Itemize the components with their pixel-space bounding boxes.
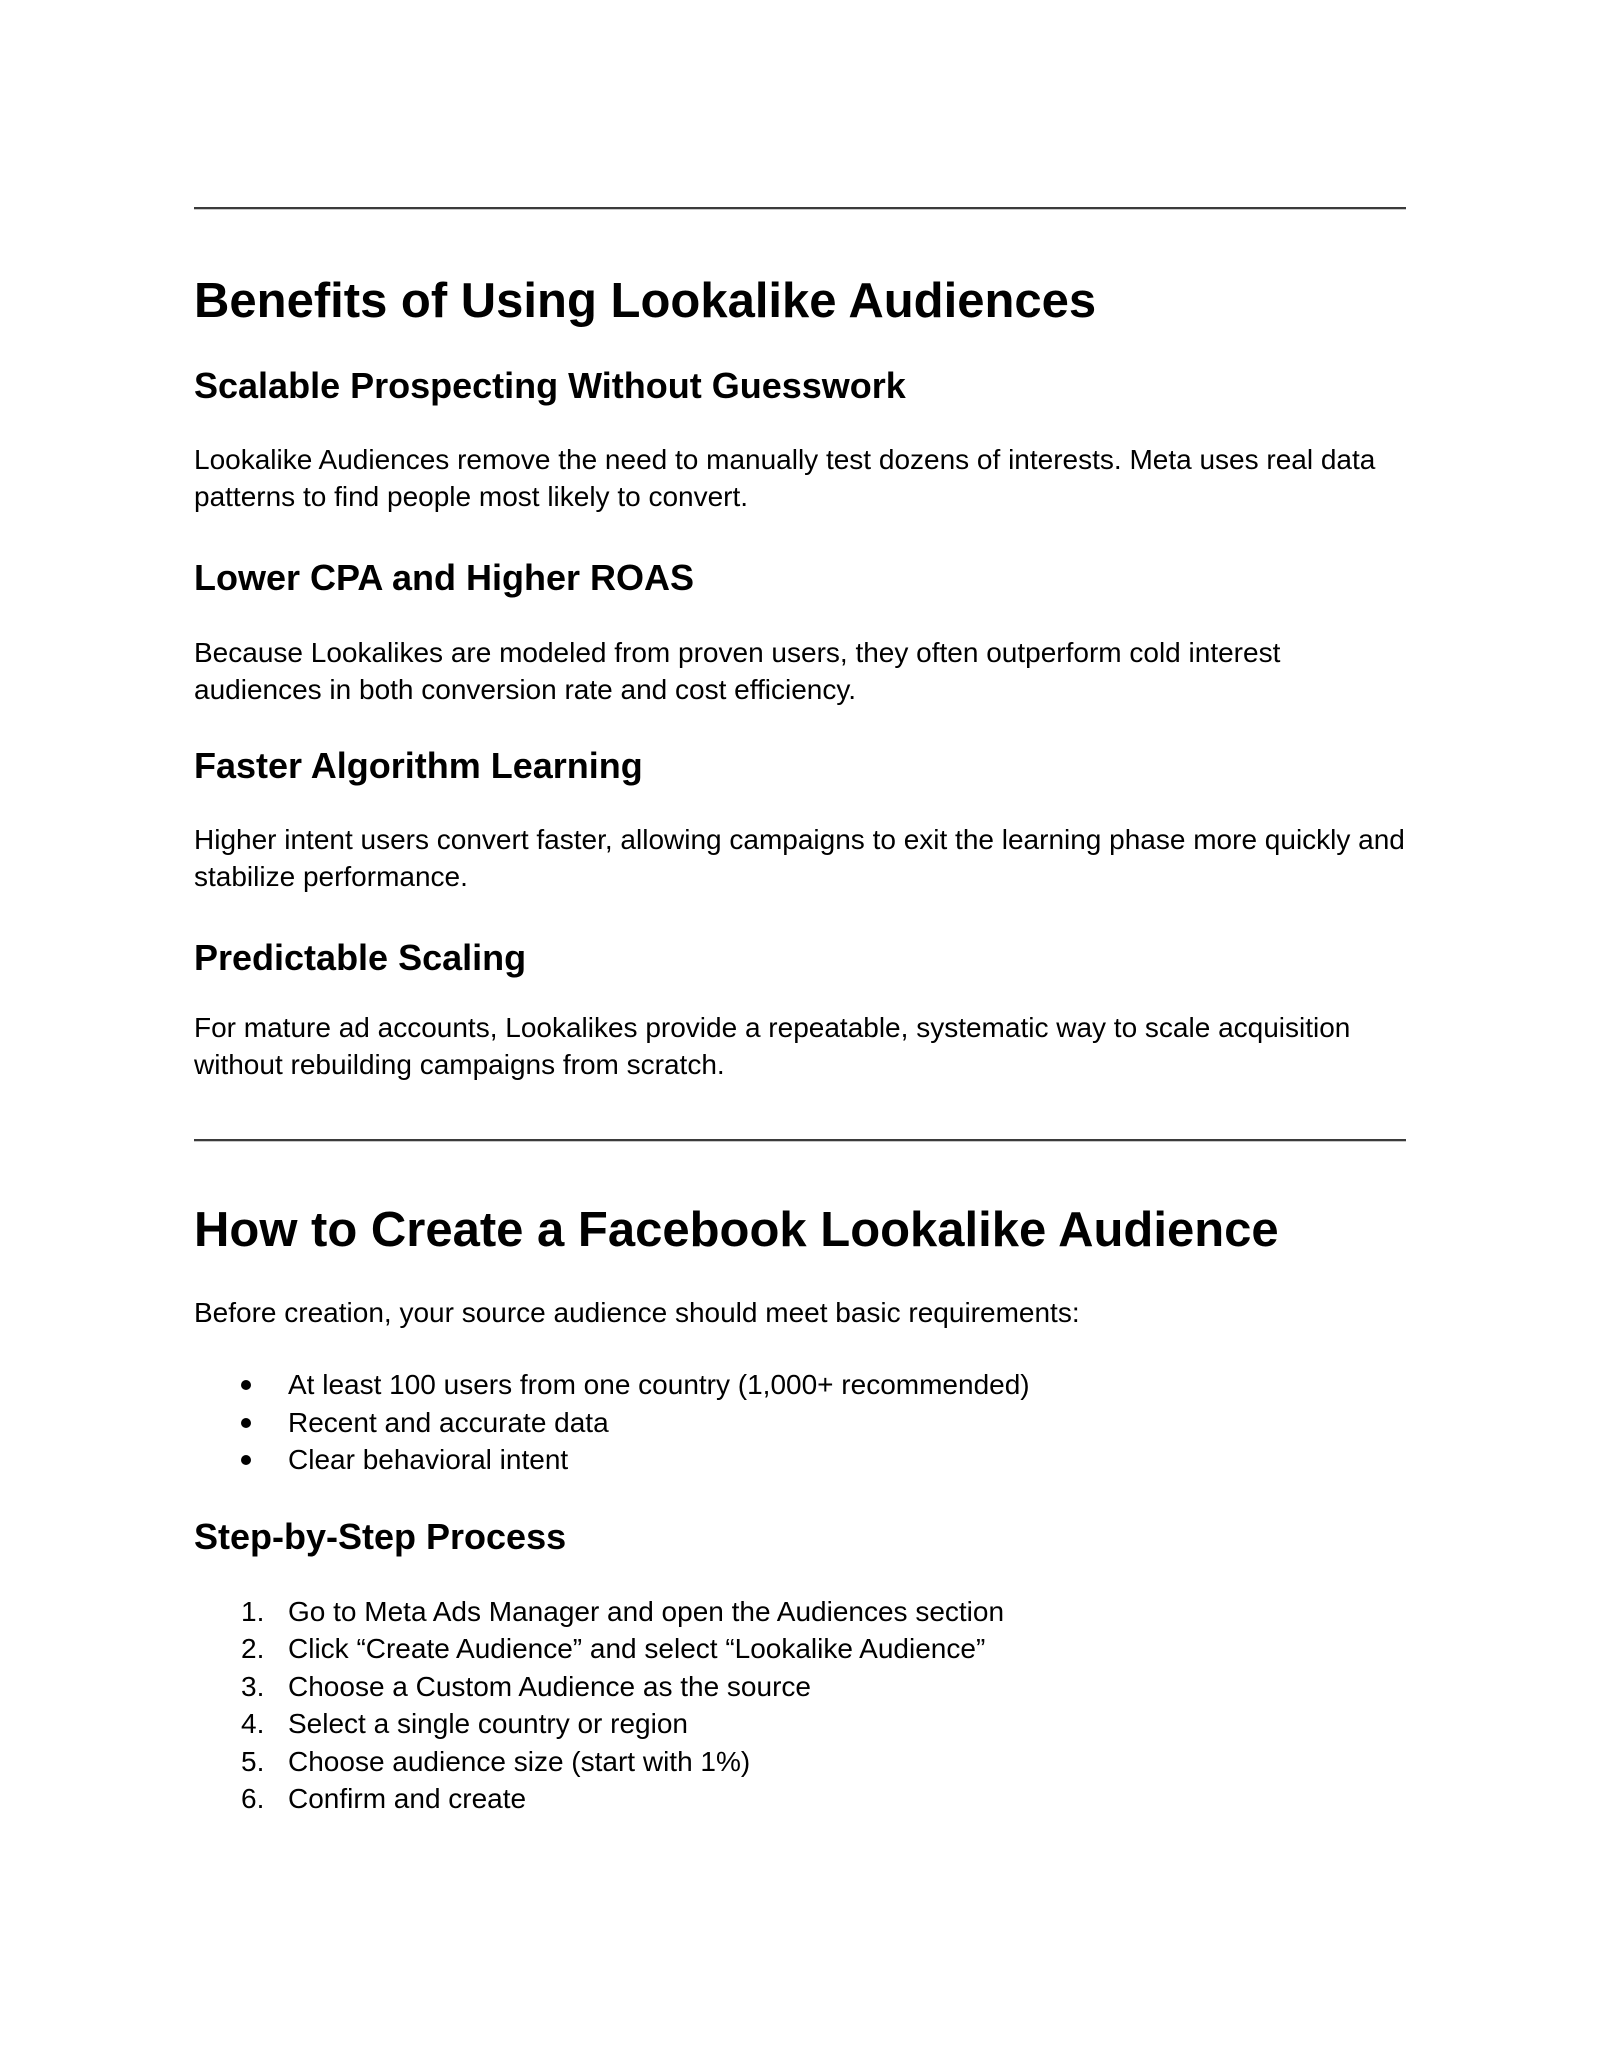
horizontal-rule-top bbox=[194, 207, 1406, 210]
step-text: Go to Meta Ads Manager and open the Audiences section bbox=[288, 1595, 1005, 1627]
horizontal-rule-middle bbox=[194, 1139, 1406, 1142]
steps-list bbox=[194, 1593, 1406, 1818]
list-item bbox=[194, 1780, 1406, 1818]
paragraph-faster-algorithm: Higher intent users convert faster, allowing campaigns to exit the learning phase more quickly and stabilize performance. bbox=[194, 824, 1405, 892]
bullet-icon bbox=[241, 1455, 251, 1465]
requirement-text: At least 100 users from one country (1,000+ recommended) bbox=[288, 1369, 1030, 1400]
list-item bbox=[194, 1743, 1406, 1781]
list-item bbox=[194, 1668, 1406, 1706]
step-number: 6. bbox=[241, 1783, 265, 1814]
step-number: 4. bbox=[241, 1708, 265, 1739]
list-item bbox=[194, 1441, 1406, 1479]
step-text: Select a single country or region bbox=[288, 1708, 688, 1739]
step-text: Choose a Custom Audience as the source bbox=[288, 1670, 811, 1702]
requirements-list bbox=[194, 1366, 1406, 1479]
section-title-how-to-create: How to Create a Facebook Lookalike Audience bbox=[194, 1203, 1279, 1257]
subsection-heading-step-by-step: Step-by-Step Process bbox=[194, 1515, 567, 1557]
bullet-icon bbox=[241, 1380, 251, 1390]
paragraph-scalable-prospecting: Lookalike Audiences remove the need to manually test dozens of interests. Meta uses real data patterns to find people most likely to convert. bbox=[194, 444, 1376, 512]
step-text: Click “Create Audience” and select “Lookalike Audience” bbox=[288, 1633, 986, 1664]
step-number: 1. bbox=[241, 1595, 265, 1627]
subsection-heading-predictable-scaling: Predictable Scaling bbox=[194, 937, 527, 978]
section-title-benefits: Benefits of Using Lookalike Audiences bbox=[194, 274, 1097, 328]
requirement-text: Recent and accurate data bbox=[288, 1406, 609, 1438]
step-number: 3. bbox=[241, 1670, 265, 1702]
bullet-icon bbox=[241, 1418, 251, 1428]
step-number: 2. bbox=[241, 1633, 265, 1664]
subsection-heading-lower-cpa: Lower CPA and Higher ROAS bbox=[194, 557, 695, 598]
step-text: Choose audience size (start with 1%) bbox=[288, 1745, 751, 1777]
subsection-heading-faster-algorithm: Faster Algorithm Learning bbox=[194, 745, 643, 786]
paragraph-lower-cpa: Because Lookalikes are modeled from proven users, they often outperform cold interest audiences in both conversion rate and cost efficiency. bbox=[194, 637, 1281, 705]
list-item bbox=[194, 1705, 1406, 1743]
list-item bbox=[194, 1630, 1406, 1668]
paragraph-requirements-intro: Before creation, your source audience should meet basic requirements: bbox=[194, 1297, 1080, 1328]
list-item bbox=[194, 1404, 1406, 1442]
step-number: 5. bbox=[241, 1745, 265, 1777]
list-item bbox=[194, 1366, 1406, 1404]
subsection-heading-scalable-prospecting: Scalable Prospecting Without Guesswork bbox=[194, 365, 906, 406]
list-item bbox=[194, 1593, 1406, 1631]
paragraph-predictable-scaling: For mature ad accounts, Lookalikes provide a repeatable, systematic way to scale acquisition without rebuilding campaigns from scratch. bbox=[194, 1012, 1351, 1080]
step-text: Confirm and create bbox=[288, 1783, 527, 1814]
requirement-text: Clear behavioral intent bbox=[288, 1444, 569, 1475]
